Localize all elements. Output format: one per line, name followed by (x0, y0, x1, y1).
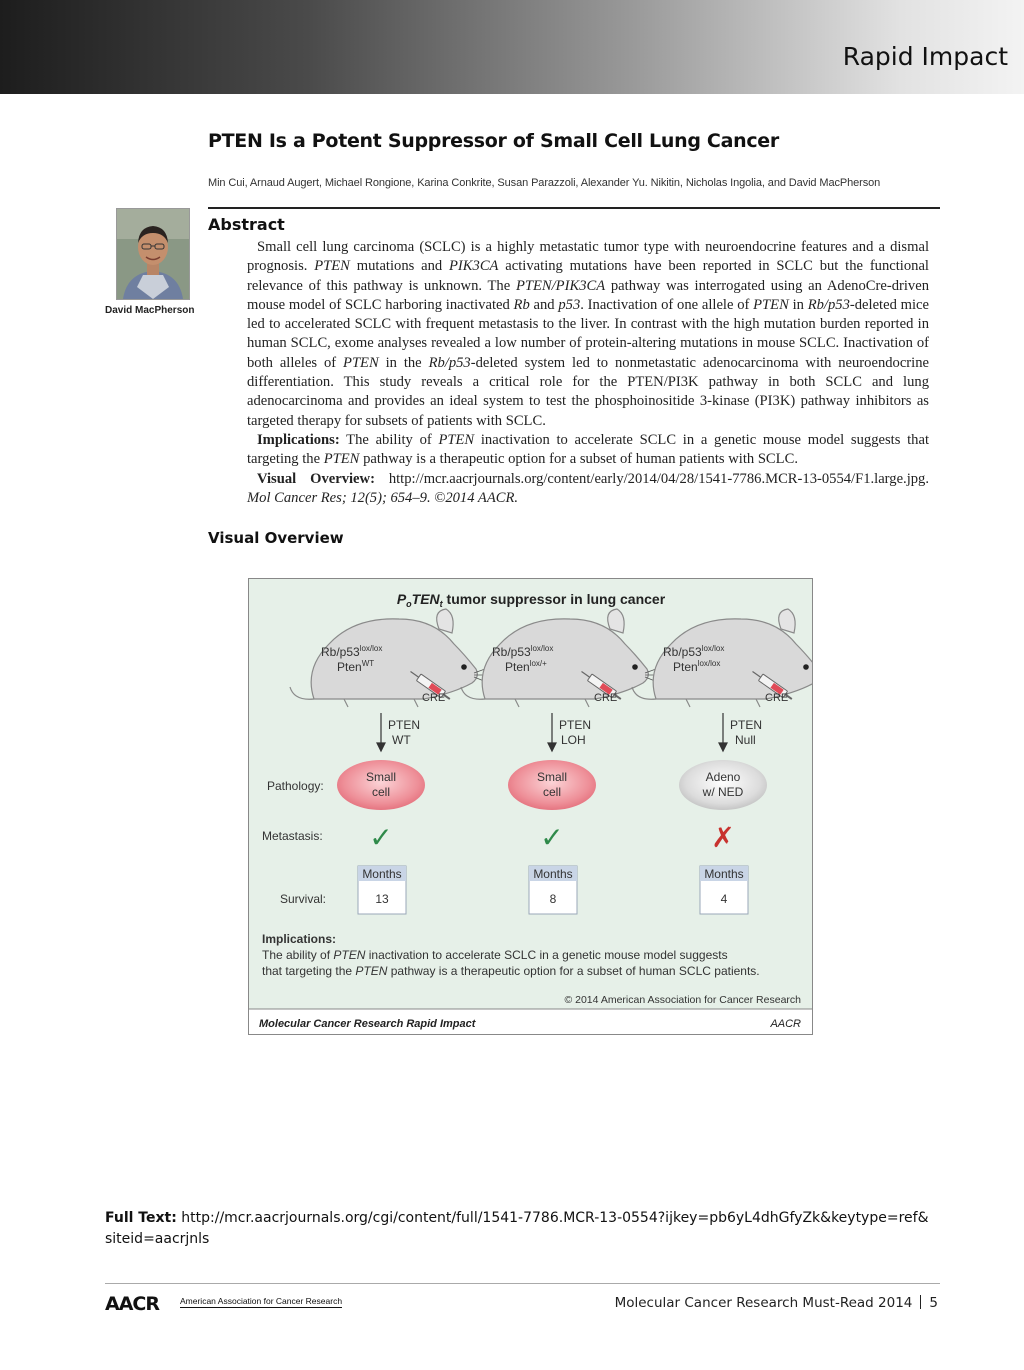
text-run: p53 (558, 296, 581, 313)
survival-calendar-3 (700, 866, 748, 914)
full-text-link[interactable] (105, 1208, 945, 1250)
figure-canvas (249, 579, 812, 1034)
text-run: PTEN (314, 258, 350, 275)
svg-text:Rb/p53lox/lox: $Rb/p53^{lox/lox}$ (663, 644, 725, 659)
pten-status-1a: PTEN (388, 718, 421, 732)
text-run: pathway was interrogated using an AdenoCre-driven mouse model of SCLC harboring inactivated (247, 277, 929, 313)
abstract-heading: Abstract (208, 215, 285, 234)
full-text-url-part1[interactable]: http://mcr.aacrjournals.org/cgi/content/full/1541-7786.MCR-13-0554?ijkey=pb6yL4dhGfyZk&keytype=ref& (181, 1210, 929, 1226)
implications-paragraph (247, 431, 929, 470)
figure-implications-line-1: The ability of PTEN inactivation to accelerate SCLC in a genetic mouse model suggests (262, 948, 728, 962)
text-run: PTEN (438, 431, 475, 448)
figure-footer-logo: AACR (770, 1018, 801, 1030)
figure-title: $P_oTEN_t$ tumor suppressor in lung cancer (396, 591, 666, 609)
text-run: Rb/p53 (428, 354, 471, 371)
author-list: Min Cui, Arnaud Augert, Michael Rongione, Karina Conkrite, Susan Parazzoli, Alexander Yu. Nikitin, Nicholas Ingolia, and David MacPherson (208, 177, 881, 189)
svg-text:Rb/p53lox/lox: $Rb/p53^{lox/lox}$ (321, 644, 383, 659)
text-run: Rb (513, 296, 530, 313)
svg-text:Months: Months (704, 867, 744, 881)
article-title: PTEN Is a Potent Suppressor of Small Cell Lung Cancer (208, 130, 779, 152)
abstract-body (247, 238, 929, 508)
text-run: Implications: (257, 431, 340, 448)
text-run: pathway is a therapeutic option for a subset of human patients with SCLC. (359, 451, 798, 468)
pten-status-3b: Null (735, 733, 756, 747)
svg-text:CRE: CRE (765, 692, 789, 704)
survival-calendar-2 (529, 866, 577, 914)
visual-overview-heading: Visual Overview (208, 529, 344, 547)
footer-journal-name: Molecular Cancer Research Must-Read 2014 (614, 1295, 913, 1311)
text-run: in the (378, 354, 429, 371)
figure-implications-line-2: that targeting the PTEN pathway is a therapeutic option for a subset of human SCLC patients. (262, 964, 760, 978)
svg-text:4: 4 (720, 892, 728, 906)
text-run: -deleted mice led to accelerated SCLC with frequent metastasis to the liver. In contrast with the high mutation burden reported in human SCLC, exome analyses revealed a low number of protein-altering mutations in mouse SCLC. Inactivation of both alleles of (247, 296, 929, 371)
figure-copyright: © 2014 American Association for Cancer Research (564, 994, 801, 1006)
pten-status-3a: PTEN (730, 718, 763, 732)
pathology-1a: Small (365, 770, 397, 784)
text-run: PTEN/PIK3CA (515, 277, 606, 294)
text-run: PTEN (753, 296, 789, 313)
svg-text:Rb/p53lox/lox: $Rb/p53^{lox/lox}$ (492, 644, 554, 659)
figure-footer-journal: Molecular Cancer Research Rapid Impact (259, 1018, 476, 1030)
metastasis-cross-icon-3: ✗ (711, 822, 735, 853)
pathology-3a: Adeno (705, 770, 741, 784)
text-run: -deleted system led to nonmetastatic adenocarcinoma with neuroendocrine differentiation. This study reveals a critical role for the PTEN/PI3K pathway in both SCLC and lung adenocarcinoma and provides an ideal system to test the phosphoinositide 3-kinase (PI3K) pathway inhibitors as targeted therapy for subsets of patients with SCLC. (247, 354, 929, 429)
svg-text:8: 8 (549, 892, 557, 906)
text-run: PIK3CA (449, 258, 499, 275)
pathology-3b: w/ NED (702, 785, 744, 799)
svg-text:Ptenlox/lox: Pten$^{lox/lox}$ (673, 659, 721, 674)
text-run: http://mcr.aacrjournals.org/content/early/2014/04/28/1541-7786.MCR-13-0554/F1.large.jpg. (374, 470, 929, 487)
row-label-pathology: Pathology: (267, 779, 324, 793)
row-label-metastasis: Metastasis: (262, 829, 323, 843)
page-number: 5 (929, 1295, 938, 1311)
survival-calendar-1 (358, 866, 406, 914)
svg-text:CRE: CRE (594, 692, 618, 704)
text-run: The ability of (339, 431, 439, 448)
pten-status-2b: LOH (561, 733, 586, 747)
abstract-paragraph (247, 238, 929, 431)
text-run: inactivation to accelerate SCLC in a genetic mouse model suggests that targeting the (247, 431, 929, 468)
footer-separator (920, 1295, 921, 1309)
row-label-survival: Survival: (280, 892, 327, 906)
aacr-logo: AACR (105, 1293, 159, 1315)
pathology-2a: Small (536, 770, 568, 784)
footer-rule (105, 1283, 940, 1284)
pten-status-2a: PTEN (559, 718, 592, 732)
section-label: Rapid Impact (842, 42, 1008, 71)
footer-journal-info (615, 1295, 938, 1311)
text-run: activating mutations have been reported in SCLC but the functional relevance of this pathway is unknown. The (247, 258, 929, 294)
full-text-url-part2[interactable]: siteid=aacrjnls (105, 1231, 210, 1247)
svg-text:Ptenlox/+: Pten$^{lox/+}$ (505, 659, 547, 674)
pathology-2b: cell (542, 785, 562, 799)
svg-text:Months: Months (362, 867, 402, 881)
author-photo (116, 208, 190, 300)
text-run: PTEN (323, 451, 360, 468)
aacr-org-name: American Association for Cancer Research (180, 1296, 343, 1306)
portrait-image (117, 209, 189, 299)
text-run: Mol Cancer Res; 12(5); 654–9. ©2014 AACR. (247, 489, 519, 506)
text-run: . Inactivation of one allele of (580, 296, 754, 313)
svg-text:Months: Months (533, 867, 573, 881)
metastasis-check-icon-1: ✓ (369, 822, 393, 853)
visual-overview-figure (248, 578, 813, 1035)
full-text-label: Full Text: (105, 1210, 177, 1226)
metastasis-check-icon-2: ✓ (540, 822, 564, 853)
svg-text:PtenWT: Pten$^{WT}$ (337, 659, 375, 674)
text-run: Small cell lung carcinoma (SCLC) is a highly metastatic tumor type with neuroendocrine features and a dismal prognosis. (247, 239, 929, 275)
svg-text:13: 13 (375, 892, 389, 906)
pathology-1b: cell (371, 785, 391, 799)
pten-status-1b: WT (392, 733, 411, 747)
visual-overview-paragraph (247, 470, 929, 509)
svg-text:CRE: CRE (422, 692, 446, 704)
text-run: Rb/p53 (807, 296, 850, 313)
text-run: mutations and (349, 258, 450, 275)
text-run: and (529, 296, 559, 313)
text-run: Visual Overview: (257, 470, 375, 487)
title-rule (208, 207, 940, 209)
photo-caption: David MacPherson (105, 305, 195, 316)
text-run: PTEN (343, 354, 379, 371)
text-run: in (788, 296, 808, 313)
figure-implications-heading: Implications: (262, 932, 337, 946)
